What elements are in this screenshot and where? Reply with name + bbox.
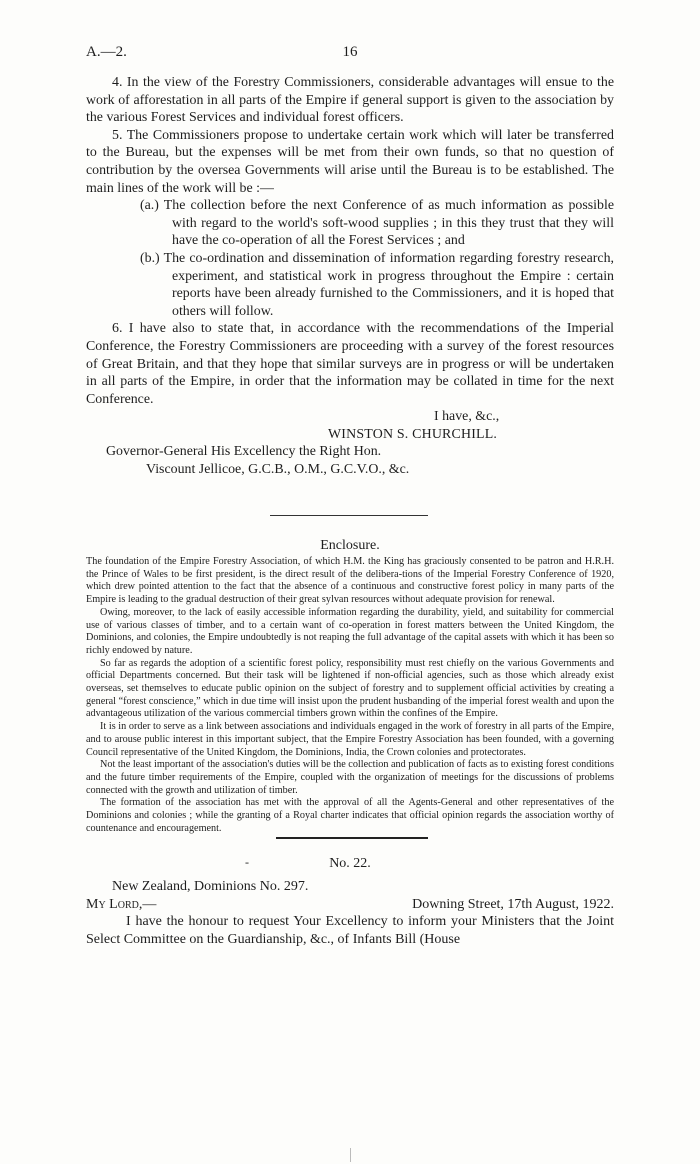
enclosure-paragraph: The foundation of the Empire Forestry Association, of which H.M. the King has graciously consented to be patron and H.R.H. the Prince of Wales to be first president, is the direct result of the delibera-tions of the Imperial Forestry Conference of 1920, which drew pointed attention to the fact that the absence of a continuous and constructive forest policy in many parts of the Empire is leading to the gradual destruction of their great sylvan resources without adequate provision for renewal.: [86, 556, 614, 606]
salutation: My Lord,—: [86, 896, 157, 912]
list-item-b: (b.) The co-ordination and dissemination of information regarding forestry research, experiment, and statistical work in progress throughout the Empire : certain reports have been already furnished to the Commissioners, and it is hoped that others will follow.: [140, 250, 614, 319]
despatch-number: No. 22.: [329, 856, 371, 871]
scan-mark: [350, 1148, 351, 1162]
enclosure-text: [86, 556, 614, 835]
page-number: 16: [342, 44, 358, 60]
closing-line: I have, &c.,: [434, 409, 500, 425]
place-date: Downing Street, 17th August, 1922.: [412, 896, 614, 912]
paragraph-6: 6. I have also to state that, in accordance with the recommendations of the Imperial Conference, the Forestry Commissioners are proceeding with a survey of the forest resources of Great Britain, and that they hope that similar surveys are in progress or will be undertaken in all parts of the Empire, in order that the information may be collated in time for the next Conference.: [86, 321, 614, 407]
paragraph-4: 4. In the view of the Forestry Commissioners, considerable advantages will ensue to the work of afforestation in all parts of the Empire if general support is given to the association by the various Forest Services and individual forest officers.: [86, 75, 614, 126]
enclosure-paragraph: So far as regards the adoption of a scientific forest policy, responsibility must rest chiefly on the various Governments and official Departments concerned. But their task will be lightened if non-official agencies, such as those which already exist overseas, set themselves to educate public opinion on the subject of forestry and to supplement official activities by creating a general “forest conscience,” which in due time will insist upon the prudent husbanding of the imperial forest wealth and upon the advantageous utilization of the various commercial timbers grown within the confines of the Empire.: [86, 657, 614, 720]
signature-name: WINSTON S. CHURCHILL.: [328, 426, 498, 442]
letter-body: I have the honour to request Your Excellency to inform your Ministers that the Joint Select Committee on the Guardianship, &c., of Infants Bill (House: [86, 914, 614, 947]
enclosure-paragraph: It is in order to serve as a link between associations and individuals engaged in the work of forestry in all parts of the Empire, and to arouse public interest in this important subject, that the Empire Forestry Association has been founded, with a governing Council representative of the United Kingdom, the Dominions, India, the Crown colonies and protectorates.: [86, 721, 614, 758]
stray-mark: -: [245, 855, 249, 869]
letter-section: [86, 878, 614, 948]
enclosure-paragraph: Owing, moreover, to the lack of easily accessible information regarding the durability, yield, and suitability for commercial use of various classes of timber, and to a certain want of co-operation in forest matters between the United Kingdom, the Dominions, and colonies, the Empire undoubtedly is not reaping the full advantage of the capital assets with which it has been so richly endowed by nature.: [86, 606, 614, 656]
letter-reference: New Zealand, Dominions No. 297.: [112, 879, 309, 894]
addressee-line-2: Viscount Jellicoe, G.C.B., O.M., G.C.V.O., &c.: [146, 462, 410, 478]
enclosure-paragraph: Not the least important of the association's duties will be the collection and publication of facts as to existing forest conditions and the future timber requirements of the Empire, coupled with the organization of meetings for the discussions of problems connected with the growth and utilization of timber.: [86, 759, 614, 796]
list-item-a: (a.) The collection before the next Conference of as much information as possible with regard to the world's soft-wood supplies ; in this they trust that they will have the co-operation of all the Forest Services ; and: [140, 198, 614, 249]
salutation-row: [86, 896, 614, 914]
page-header: [86, 44, 614, 64]
addressee-line-1: Governor-General His Excellency the Right Hon.: [106, 444, 382, 460]
enclosure-title: Enclosure.: [320, 538, 380, 553]
despatch-body: [86, 74, 614, 479]
section-divider: [270, 515, 428, 516]
enclosure-paragraph: The formation of the association has met with the approval of all the Agents-General and other representatives of the Dominions and colonies ; while the granting of a Royal charter indicates that official opinion regards the association worthy of countenance and encouragement.: [86, 797, 614, 834]
document-reference: A.—2.: [86, 44, 127, 60]
paragraph-5: 5. The Commissioners propose to undertake certain work which will later be transferred to the Bureau, but the expenses will be met from their own funds, so that no question of contribution by the oversea Governments will arise until the Bureau is to be established. The main lines of the work will be :—: [86, 127, 614, 196]
thick-divider: [276, 837, 428, 839]
